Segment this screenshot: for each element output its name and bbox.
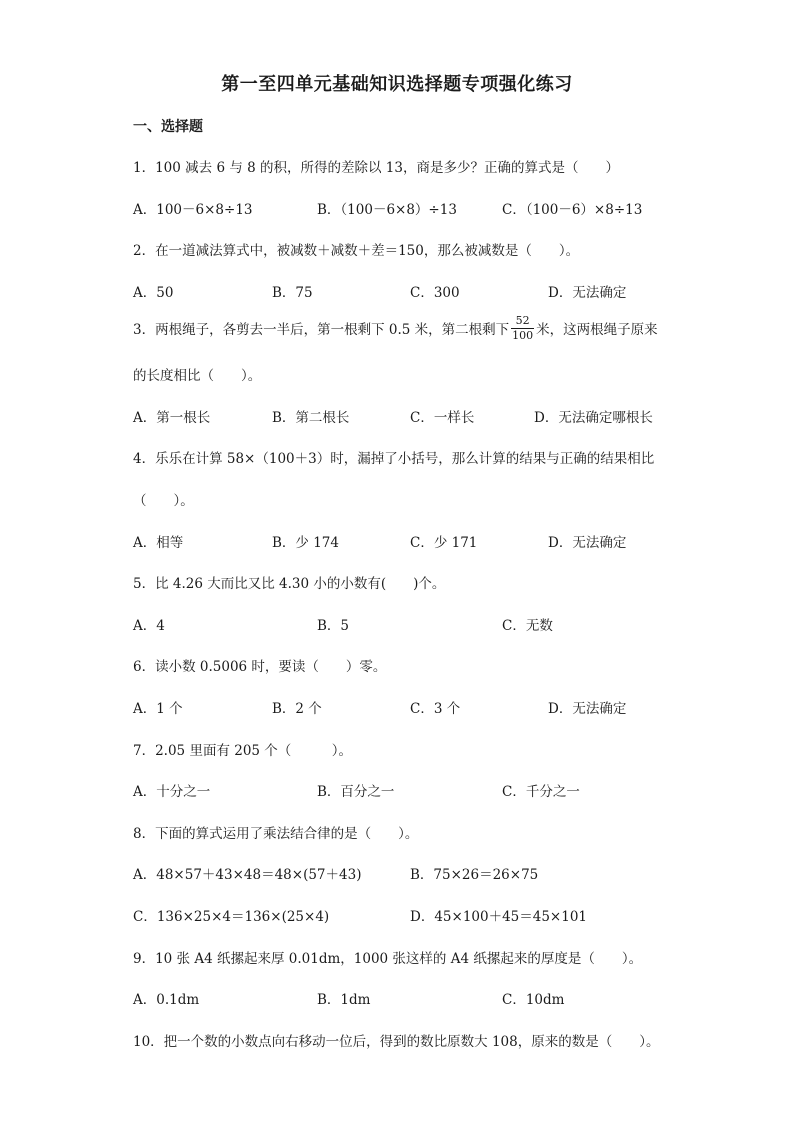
question-6-option-c: C．3 个 bbox=[410, 701, 461, 717]
question-3-stem-after: 米，这两根绳子原来 bbox=[536, 322, 658, 338]
question-8-stem: 8．下面的算式运用了乘法结合律的是（ ）。 bbox=[133, 826, 419, 842]
question-9-option-c: C．10dm bbox=[502, 992, 565, 1008]
question-2-option-d: D．无法确定 bbox=[548, 285, 627, 301]
question-6-option-a: A．1 个 bbox=[133, 701, 183, 717]
question-1-stem: 1．100 减去 6 与 8 的积，所得的差除以 13，商是多少？正确的算式是（ ） bbox=[133, 160, 619, 176]
question-1-option-b: B．（100－6×8）÷13 bbox=[317, 202, 457, 218]
question-5-option-b: B．5 bbox=[317, 618, 350, 634]
question-7-stem: 7．2.05 里面有 205 个（ ）。 bbox=[133, 743, 353, 759]
question-5-option-a: A．4 bbox=[133, 618, 165, 634]
question-6-option-d: D．无法确定 bbox=[548, 701, 627, 717]
question-9-option-a: A．0.1dm bbox=[133, 992, 200, 1008]
question-4-option-d: D．无法确定 bbox=[548, 535, 627, 551]
page-title: 第一至四单元基础知识选择题专项强化练习 bbox=[221, 74, 573, 95]
question-3-stem-before: 3．两根绳子，各剪去一半后，第一根剩下 0.5 米，第二根剩下 bbox=[133, 322, 510, 338]
question-3-option-a: A．第一根长 bbox=[133, 410, 211, 426]
question-9-option-b: B．1dm bbox=[317, 992, 371, 1008]
question-3-stem-line2: 的长度相比（ ）。 bbox=[133, 368, 262, 384]
question-5-stem: 5．比 4.26 大而比又比 4.30 小的小数有( )个。 bbox=[133, 576, 446, 592]
question-5-option-c: C．无数 bbox=[502, 618, 553, 634]
question-3-fraction bbox=[511, 314, 534, 343]
question-3-stem bbox=[133, 316, 658, 345]
question-3-option-b: B．第二根长 bbox=[272, 410, 350, 426]
question-8-option-a: A．48×57＋43×48＝48×(57＋43) bbox=[133, 867, 362, 883]
question-2-option-c: C．300 bbox=[410, 285, 460, 301]
question-4-stem-line2: （ ）。 bbox=[133, 493, 194, 509]
question-9-stem: 9．10 张 A4 纸摞起来厚 0.01dm，1000 张这样的 A4 纸摞起来的厚度是（ ）。 bbox=[133, 951, 643, 967]
question-4-stem: 4．乐乐在计算 58×（100＋3）时，漏掉了小括号，那么计算的结果与正确的结果相比 bbox=[133, 451, 655, 467]
question-4-option-a: A．相等 bbox=[133, 535, 184, 551]
question-2-stem: 2．在一道减法算式中，被减数＋减数＋差＝150，那么被减数是（ ）。 bbox=[133, 243, 580, 259]
question-6-stem: 6．读小数 0.5006 时，要读（ ）零。 bbox=[133, 659, 387, 675]
question-8-option-b: B．75×26＝26×75 bbox=[410, 867, 539, 883]
question-3-option-c: C．一样长 bbox=[410, 410, 475, 426]
question-7-option-b: B．百分之一 bbox=[317, 784, 395, 800]
fraction-denominator: 100 bbox=[512, 329, 534, 342]
question-2-option-a: A．50 bbox=[133, 285, 174, 301]
question-3-option-d: D．无法确定哪根长 bbox=[534, 410, 653, 426]
question-6-option-b: B．2 个 bbox=[272, 701, 322, 717]
question-4-option-c: C．少 171 bbox=[410, 535, 478, 551]
fraction-numerator: 52 bbox=[511, 314, 534, 329]
question-7-option-c: C．千分之一 bbox=[502, 784, 580, 800]
question-1-option-a: A．100－6×8÷13 bbox=[133, 202, 253, 218]
question-10-stem: 10．把一个数的小数点向右移动一位后，得到的数比原数大 108，原来的数是（ ）。 bbox=[133, 1034, 660, 1050]
section-heading: 一、选择题 bbox=[133, 119, 203, 135]
question-1-option-c: C．（100－6）×8÷13 bbox=[502, 202, 643, 218]
question-8-option-d: D．45×100＋45＝45×101 bbox=[410, 909, 588, 925]
question-8-option-c: C．136×25×4＝136×(25×4) bbox=[133, 909, 330, 925]
question-7-option-a: A．十分之一 bbox=[133, 784, 211, 800]
question-4-option-b: B．少 174 bbox=[272, 535, 339, 551]
question-2-option-b: B．75 bbox=[272, 285, 313, 301]
